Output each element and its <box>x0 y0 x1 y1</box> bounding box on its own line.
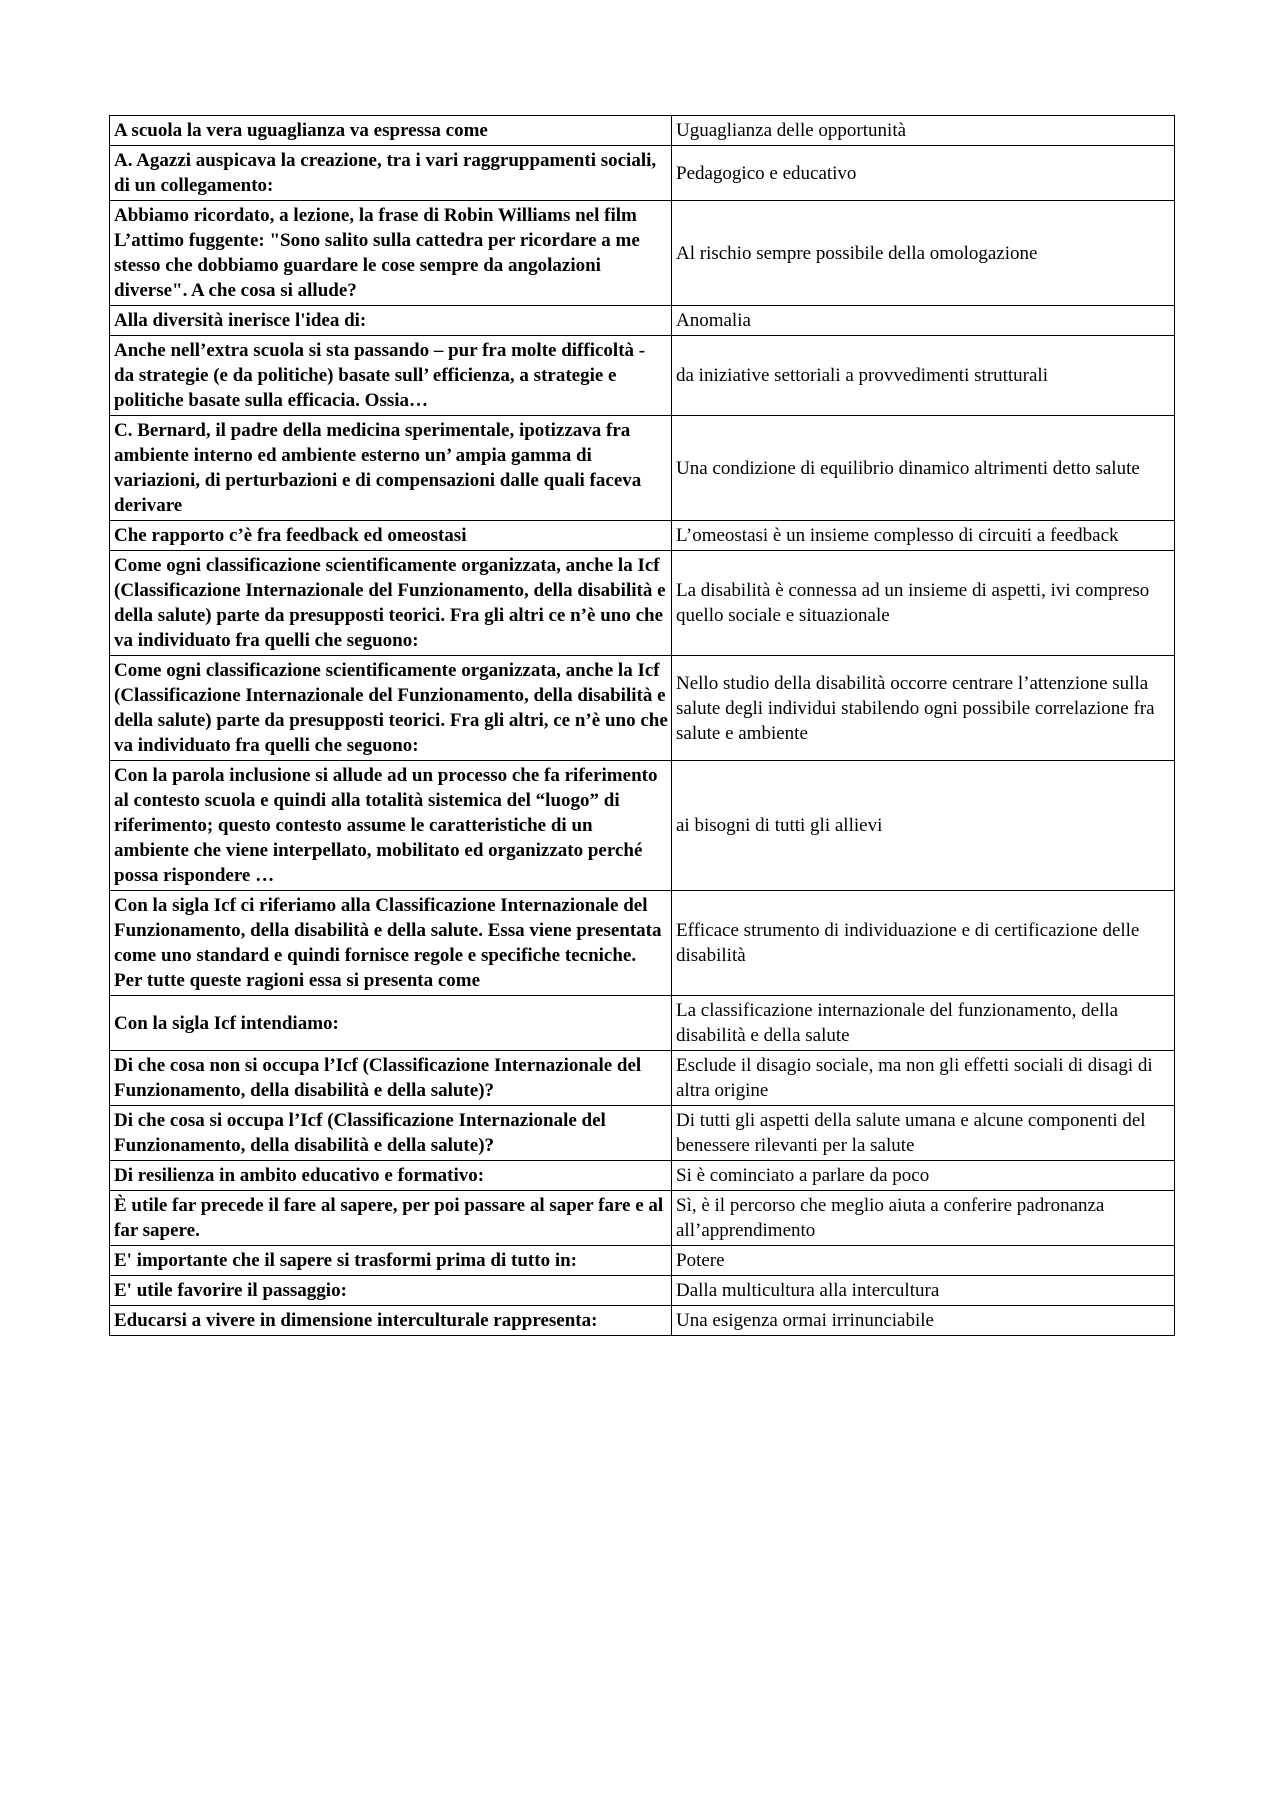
question-cell: Con la sigla Icf ci riferiamo alla Classificazione Internazionale del Funzionamento, della disabilità e della salute. Essa viene presentata come uno standard e quindi fornisce regole e specifiche tecniche. Per tutte queste ragioni essa si presenta come <box>110 891 672 996</box>
table-row <box>110 761 1175 891</box>
table-row <box>110 1106 1175 1161</box>
table-row <box>110 336 1175 416</box>
table-row <box>110 521 1175 551</box>
question-cell: Di che cosa si occupa l’Icf (Classificazione Internazionale del Funzionamento, della disabilità e della salute)? <box>110 1106 672 1161</box>
question-cell: Alla diversità inerisce l'idea di: <box>110 306 672 336</box>
answer-cell: Una esigenza ormai irrinunciabile <box>672 1306 1175 1336</box>
answer-cell: Sì, è il percorso che meglio aiuta a conferire padronanza all’apprendimento <box>672 1191 1175 1246</box>
answer-cell: ai bisogni di tutti gli allievi <box>672 761 1175 891</box>
question-cell: Che rapporto c’è fra feedback ed omeostasi <box>110 521 672 551</box>
table-row <box>110 146 1175 201</box>
table-row <box>110 306 1175 336</box>
answer-cell: La classificazione internazionale del funzionamento, della disabilità e della salute <box>672 996 1175 1051</box>
answer-cell: Di tutti gli aspetti della salute umana e alcune componenti del benessere rilevanti per la salute <box>672 1106 1175 1161</box>
answer-cell: Una condizione di equilibrio dinamico altrimenti detto salute <box>672 416 1175 521</box>
answer-cell: Anomalia <box>672 306 1175 336</box>
answer-cell: Uguaglianza delle opportunità <box>672 116 1175 146</box>
table-row <box>110 1246 1175 1276</box>
question-cell: A scuola la vera uguaglianza va espressa come <box>110 116 672 146</box>
question-cell: Con la sigla Icf intendiamo: <box>110 996 672 1051</box>
table-row <box>110 656 1175 761</box>
question-cell: Con la parola inclusione si allude ad un processo che fa riferimento al contesto scuola e quindi alla totalità sistemica del “luogo” di riferimento; questo contesto assume le caratteristiche di un ambiente che viene interpellato, mobilitato ed organizzato perché possa rispondere … <box>110 761 672 891</box>
answer-cell: Al rischio sempre possibile della omologazione <box>672 201 1175 306</box>
answer-cell: Nello studio della disabilità occorre centrare l’attenzione sulla salute degli individui stabilendo ogni possibile correlazione fra salute e ambiente <box>672 656 1175 761</box>
question-cell: C. Bernard, il padre della medicina sperimentale, ipotizzava fra ambiente interno ed ambiente esterno un’ ampia gamma di variazioni, di perturbazioni e di compensazioni dalle quali faceva derivare <box>110 416 672 521</box>
answer-cell: L’omeostasi è un insieme complesso di circuiti a feedback <box>672 521 1175 551</box>
table-row <box>110 1191 1175 1246</box>
table-row <box>110 116 1175 146</box>
question-cell: Come ogni classificazione scientificamente organizzata, anche la Icf (Classificazione Internazionale del Funzionamento, della disabilità e della salute) parte da presupposti teorici. Fra gli altri ce n’è uno che va individuato fra quelli che seguono: <box>110 551 672 656</box>
answer-cell: Efficace strumento di individuazione e di certificazione delle disabilità <box>672 891 1175 996</box>
answer-cell: Dalla multicultura alla intercultura <box>672 1276 1175 1306</box>
answer-cell: Potere <box>672 1246 1175 1276</box>
question-cell: A. Agazzi auspicava la creazione, tra i vari raggruppamenti sociali, di un collegamento: <box>110 146 672 201</box>
table-row <box>110 1276 1175 1306</box>
table-row <box>110 1051 1175 1106</box>
table-row <box>110 1161 1175 1191</box>
question-cell: E' importante che il sapere si trasformi prima di tutto in: <box>110 1246 672 1276</box>
question-cell: E' utile favorire il passaggio: <box>110 1276 672 1306</box>
question-cell: Anche nell’extra scuola si sta passando – pur fra molte difficoltà - da strategie (e da politiche) basate sull’ efficienza, a strategie e politiche basate sulla efficacia. Ossia… <box>110 336 672 416</box>
question-cell: Educarsi a vivere in dimensione interculturale rappresenta: <box>110 1306 672 1336</box>
table-row <box>110 551 1175 656</box>
table-row <box>110 201 1175 306</box>
answer-cell: Esclude il disagio sociale, ma non gli effetti sociali di disagi di altra origine <box>672 1051 1175 1106</box>
table-row <box>110 996 1175 1051</box>
qa-table <box>109 115 1175 1336</box>
answer-cell: Pedagogico e educativo <box>672 146 1175 201</box>
question-cell: È utile far precede il fare al sapere, per poi passare al saper fare e al far sapere. <box>110 1191 672 1246</box>
question-cell: Come ogni classificazione scientificamente organizzata, anche la Icf (Classificazione Internazionale del Funzionamento, della disabilità e della salute) parte da presupposti teorici. Fra gli altri, ce n’è uno che va individuato fra quelli che seguono: <box>110 656 672 761</box>
question-cell: Di resilienza in ambito educativo e formativo: <box>110 1161 672 1191</box>
question-cell: Di che cosa non si occupa l’Icf (Classificazione Internazionale del Funzionamento, della disabilità e della salute)? <box>110 1051 672 1106</box>
qa-table-body <box>110 116 1175 1336</box>
table-row <box>110 416 1175 521</box>
question-cell: Abbiamo ricordato, a lezione, la frase di Robin Williams nel film L’attimo fuggente: "Sono salito sulla cattedra per ricordare a me stesso che dobbiamo guardare le cose sempre da angolazioni diverse". A che cosa si allude? <box>110 201 672 306</box>
table-row <box>110 1306 1175 1336</box>
answer-cell: La disabilità è connessa ad un insieme di aspetti, ivi compreso quello sociale e situazionale <box>672 551 1175 656</box>
answer-cell: da iniziative settoriali a provvedimenti strutturali <box>672 336 1175 416</box>
answer-cell: Si è cominciato a parlare da poco <box>672 1161 1175 1191</box>
table-row <box>110 891 1175 996</box>
